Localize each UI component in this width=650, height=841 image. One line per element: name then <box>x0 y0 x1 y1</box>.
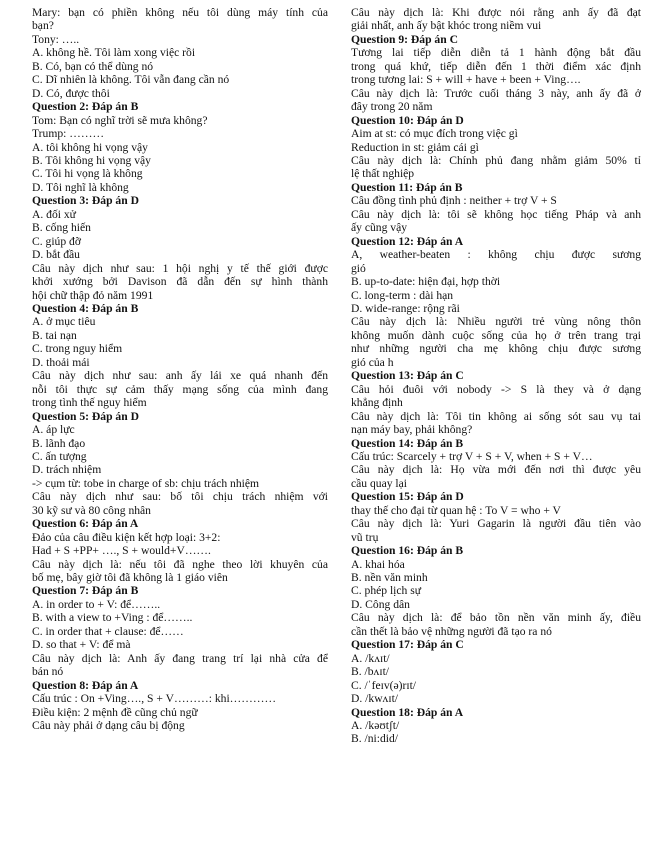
text-line: Đảo của câu điều kiện kết hợp loại: 3+2: <box>32 530 221 544</box>
question-heading: Question 16: Đáp án B <box>351 544 464 558</box>
text-line: ấy cũng vậy <box>351 221 408 235</box>
question-heading: Question 12: Đáp án A <box>351 234 464 248</box>
text-line: cầu quay lại <box>351 476 408 490</box>
text-line: Câu này dịch là: nếu tôi đã nghe theo lời khuyên của <box>32 557 328 571</box>
text-line: C. Dĩ nhiên là không. Tôi vẫn đang cần nó <box>32 73 230 87</box>
right-column <box>351 6 641 746</box>
left-column <box>32 6 328 732</box>
text-line: bố mẹ, bây giờ tôi đã không là 1 giáo viên <box>32 571 228 585</box>
text-line: Cấu trúc: Scarcely + trợ V + S + V, when + S + V… <box>351 449 593 463</box>
text-line: gió của h <box>351 355 394 369</box>
text-line: A. in order to + V: để…….. <box>32 597 161 611</box>
text-line: hội chữ thập đỏ năm 1991 <box>32 288 154 302</box>
text-line: khẳng định <box>351 396 403 410</box>
text-line: B. nền văn minh <box>351 571 428 585</box>
text-line: C. ấn tượng <box>32 449 87 463</box>
text-line: đây trong 20 năm <box>351 100 433 114</box>
text-line: Reduction in st: giảm cái gì <box>351 140 479 154</box>
text-line: C. phép lịch sự <box>351 584 422 598</box>
text-line: B. up-to-date: hiện đại, hợp thời <box>351 275 501 289</box>
text-line: Câu này dịch là: Chính phủ đang nhằm giảm 50% tỉ <box>351 153 641 167</box>
text-line: cần thết là bảo vệ những người đã tạo ra nó <box>351 624 552 638</box>
text-line: như những người cha mẹ không chịu được sương <box>351 342 641 356</box>
text-line: Câu này dịch là: Trước cuối tháng 3 này, anh ấy đã ở <box>351 86 641 100</box>
text-line: B. cống hiến <box>32 221 91 235</box>
text-line: C. giúp đỡ <box>32 234 81 248</box>
text-line: C. trong nguy hiểm <box>32 342 123 356</box>
text-line: Tom: Bạn có nghĩ trời sẽ mưa không? <box>32 113 208 127</box>
text-line: Câu này dịch là: tôi sẽ không học tiếng Pháp và anh <box>351 207 641 221</box>
text-line: D. bắt đầu <box>32 248 80 262</box>
text-line: Câu đồng tình phủ định : neither + trợ V + S <box>351 194 557 208</box>
text-line: B. lãnh đạo <box>32 436 86 450</box>
text-line: C. /ˈfeɪv(ə)rɪt/ <box>351 678 417 692</box>
question-heading: Question 8: Đáp án A <box>32 678 139 692</box>
text-line: C. in order that + clause: để…… <box>32 624 184 638</box>
text-line: nạn máy bay, phải không? <box>351 423 473 437</box>
text-line: B. with a view to +Ving : để…….. <box>32 611 193 625</box>
text-line: Tony: ….. <box>32 32 80 46</box>
text-line: lệ thất nghiệp <box>351 167 415 181</box>
text-line: A. ở mục tiêu <box>32 315 96 329</box>
text-line: Câu này dịch là: Khi được nói rằng anh ấy đã đạt <box>351 6 641 19</box>
text-line: Câu này dịch là: Tôi tin không ai sống sót sau vụ tai <box>351 409 641 423</box>
text-line: D. so that + V: để mà <box>32 638 131 652</box>
text-line: B. /bʌɪt/ <box>351 665 390 679</box>
text-line: B. tai nạn <box>32 328 77 342</box>
text-line: bán nó <box>32 665 64 679</box>
question-heading: Question 6: Đáp án A <box>32 517 139 531</box>
text-line: nỗi tôi thực sự cảm thấy mạng sống của mình đang <box>32 382 328 396</box>
text-line: A. đối xử <box>32 207 76 221</box>
text-line: Mary: bạn có phiền không nếu tôi dùng máy tính của <box>32 6 328 19</box>
text-line: Aim at st: có mục đích trong việc gì <box>351 127 518 141</box>
text-line: Câu này dịch là: Anh ấy đang trang trí lại nhà cửa để <box>32 651 328 665</box>
text-line: trong tương lai: S + will + have + been + Ving…. <box>351 73 581 87</box>
question-heading: Question 14: Đáp án B <box>351 436 464 450</box>
text-line: A, weather-beaten : không chịu được sương <box>351 248 641 262</box>
text-line: Had + S +PP+ …., S + would+V……. <box>32 544 211 558</box>
text-line: thay thế cho đại từ quan hệ : To V = who + V <box>351 503 561 517</box>
question-heading: Question 2: Đáp án B <box>32 100 139 114</box>
question-heading: Question 9: Đáp án C <box>351 32 458 46</box>
text-line: B. Có, bạn có thể dùng nó <box>32 59 154 73</box>
question-heading: Question 15: Đáp án D <box>351 490 464 504</box>
text-line: khởi xướng bởi Davison đã dẫn đến sự hình thành <box>32 275 328 289</box>
question-heading: Question 10: Đáp án D <box>351 113 464 127</box>
text-line: B. Tôi không hi vọng vậy <box>32 153 151 167</box>
text-line: C. long-term : dài hạn <box>351 288 454 302</box>
text-line: A. /kʌɪt/ <box>351 651 390 665</box>
text-line: Câu này dịch là: Nhiều người trẻ vùng nông thôn <box>351 315 641 329</box>
text-line: Câu này dịch là: Yuri Gagarin là người đầu tiên vào <box>351 517 641 531</box>
text-line: A. /kəʊtʃt/ <box>351 719 400 733</box>
text-line: gió <box>351 261 366 275</box>
text-line: A. khai hóa <box>351 557 405 571</box>
question-heading: Question 5: Đáp án D <box>32 409 139 423</box>
text-line: không muốn dành cuộc sống của họ ở trên trang trại <box>351 328 641 342</box>
text-line: Trump: ……… <box>32 127 105 141</box>
text-line: Câu hỏi đuôi với nobody -> S là they và ở dạng <box>351 382 641 396</box>
text-line: D. /kwʌɪt/ <box>351 692 399 706</box>
text-line: Cấu trúc : On +Ving…., S + V………: khi………… <box>32 692 277 706</box>
text-line: trong tình thế nguy hiểm <box>32 396 147 410</box>
text-line: 30 kỹ sư và 80 công nhân <box>32 503 151 517</box>
text-line: D. Tôi nghĩ là không <box>32 180 129 194</box>
text-line: Câu này dịch là: Họ vừa mới đến nơi thì được yêu <box>351 463 641 477</box>
text-line: Tương lai tiếp diễn diễn tả 1 hành động bắt đầu <box>351 46 641 60</box>
text-line: A. áp lực <box>32 423 75 437</box>
text-line: D. wide-range: rộng rãi <box>351 301 460 315</box>
text-line: bạn? <box>32 19 54 33</box>
text-line: Câu này dịch như sau: 1 hội nghị y tế thế giới được <box>32 261 328 275</box>
text-line: D. Có, được thôi <box>32 86 110 100</box>
text-line: D. trách nhiệm <box>32 463 102 477</box>
text-line: Câu này dịch như sau: bố tôi chịu trách nhiệm với <box>32 490 328 504</box>
question-heading: Question 18: Đáp án A <box>351 705 464 719</box>
text-line: B. /ni:did/ <box>351 732 399 746</box>
question-heading: Question 3: Đáp án D <box>32 194 139 208</box>
text-line: Câu này phải ở dạng câu bị động <box>32 719 185 733</box>
text-line: Câu này dịch là: để bảo tồn nền văn minh ấy, điều <box>351 611 641 625</box>
text-line: Câu này dịch như sau: anh ấy lái xe quá nhanh đến <box>32 369 328 383</box>
text-line: trong quá khứ, tiếp diễn đến 1 thời điểm xác định <box>351 59 641 73</box>
question-heading: Question 17: Đáp án C <box>351 638 464 652</box>
text-line: giải nhất, anh ấy bật khóc trong niềm vui <box>351 19 542 33</box>
text-line: Điều kiện: 2 mệnh đề cũng chủ ngữ <box>32 705 198 719</box>
text-line: D. Công dân <box>351 597 410 611</box>
question-heading: Question 11: Đáp án B <box>351 180 463 194</box>
text-line: vũ trụ <box>351 530 379 544</box>
text-line: -> cụm từ: tobe in charge of sb: chịu trách nhiệm <box>32 476 260 490</box>
text-line: D. thoải mái <box>32 355 90 369</box>
question-heading: Question 13: Đáp án C <box>351 369 464 383</box>
text-line: A. tôi không hi vọng vậy <box>32 140 148 154</box>
text-line: A. không hề. Tôi làm xong việc rồi <box>32 46 196 60</box>
text-line: C. Tôi hi vọng là không <box>32 167 143 181</box>
question-heading: Question 4: Đáp án B <box>32 301 139 315</box>
question-heading: Question 7: Đáp án B <box>32 584 139 598</box>
